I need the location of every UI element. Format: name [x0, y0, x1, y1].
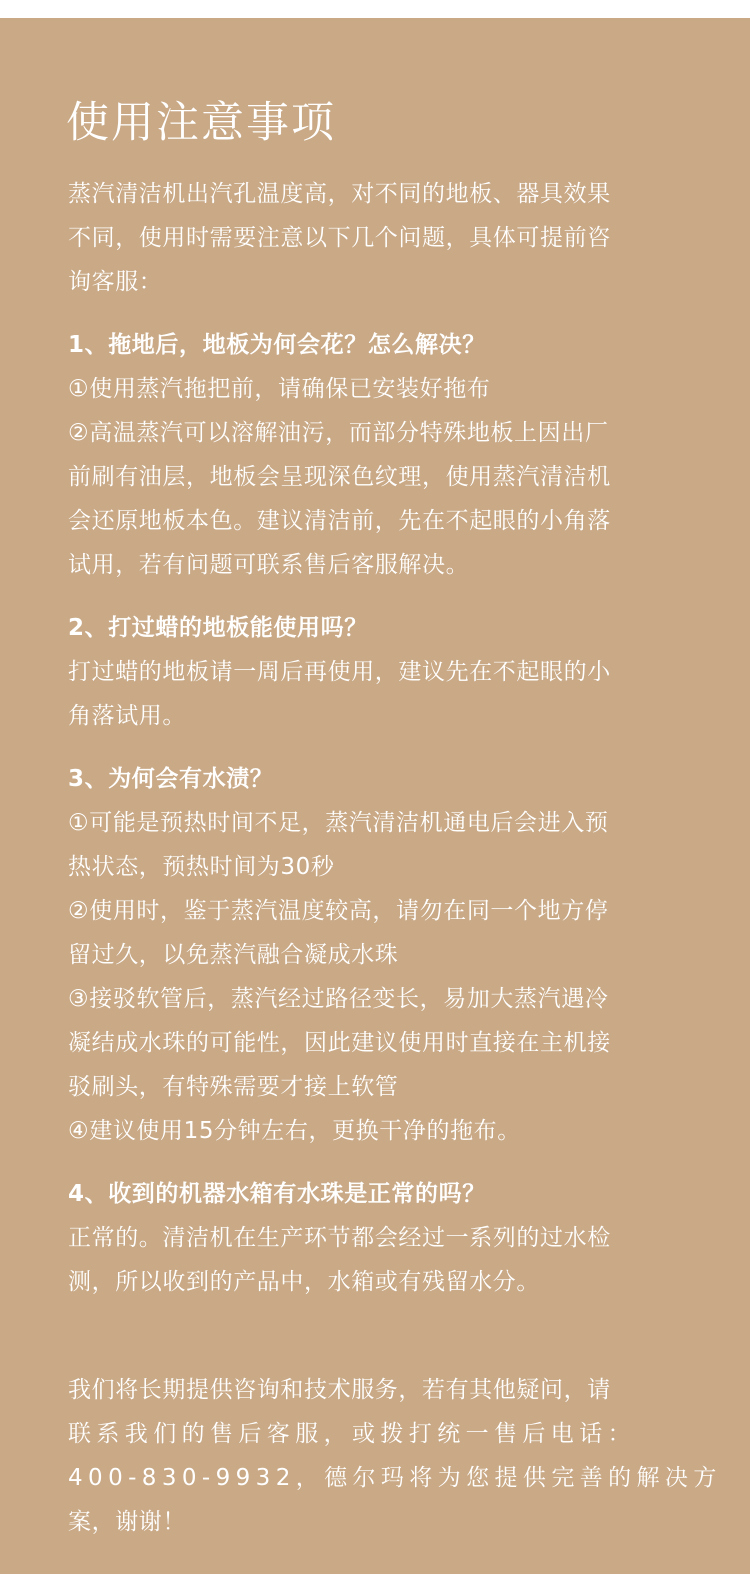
section-line: 正常的。清洁机在生产环节都会经过一系列的过水检 — [68, 1225, 611, 1251]
section-line: 凝结成水珠的可能性，因此建议使用时直接在主机接 — [68, 1030, 611, 1056]
spacer — [68, 587, 692, 606]
section-heading: 4、收到的机器水箱有水珠是正常的吗？ — [68, 1181, 486, 1207]
notice-panel — [0, 18, 750, 1574]
section-line: 留过久，以免蒸汽融合凝成水珠 — [68, 942, 399, 968]
spacer — [68, 1304, 692, 1368]
section-heading: 2、打过蜡的地板能使用吗？ — [68, 615, 368, 641]
intro-line: 询客服： — [68, 269, 163, 295]
section-line: 前刷有油层，地板会呈现深色纹理，使用蒸汽清洁机 — [68, 464, 611, 490]
section-line: ①可能是预热时间不足，蒸汽清洁机通电后会进入预 — [68, 810, 609, 836]
closing-line: 案，谢谢！ — [68, 1509, 186, 1535]
spacer — [68, 304, 692, 323]
section-line: 试用，若有问题可联系售后客服解决。 — [68, 552, 470, 578]
intro-paragraph — [68, 172, 692, 304]
section-3 — [68, 757, 692, 1153]
spacer — [68, 738, 692, 757]
page-title: 使用注意事项 — [66, 98, 336, 148]
section-line: 热状态，预热时间为30秒 — [68, 854, 335, 880]
spacer — [68, 1153, 692, 1172]
intro-line: 蒸汽清洁机出汽孔温度高，对不同的地板、器具效果 — [68, 181, 611, 207]
notice-content — [68, 172, 722, 1544]
closing-line: 400-830-9932，德尔玛将为您提供完善的解决方 — [68, 1465, 722, 1491]
section-line: ④建议使用15分钟左右，更换干净的拖布。 — [68, 1118, 521, 1144]
section-line: 角落试用。 — [68, 703, 186, 729]
section-line: 驳刷头，有特殊需要才接上软管 — [68, 1074, 399, 1100]
section-line: ③接驳软管后，蒸汽经过路径变长，易加大蒸汽遇冷 — [68, 986, 609, 1012]
intro-line: 不同，使用时需要注意以下几个问题，具体可提前咨 — [68, 225, 611, 251]
section-line: 测，所以收到的产品中，水箱或有残留水分。 — [68, 1269, 540, 1295]
section-line: ①使用蒸汽拖把前，请确保已安装好拖布 — [68, 376, 491, 402]
section-line: 打过蜡的地板请一周后再使用，建议先在不起眼的小 — [68, 659, 611, 685]
section-heading: 1、拖地后，地板为何会花？怎么解决？ — [68, 332, 486, 358]
section-2 — [68, 606, 692, 738]
section-1 — [68, 323, 692, 587]
bottom-margin — [0, 1574, 750, 1590]
section-line: 会还原地板本色。建议清洁前，先在不起眼的小角落 — [68, 508, 611, 534]
closing-line: 我们将长期提供咨询和技术服务，若有其他疑问，请 — [68, 1377, 611, 1403]
section-line: ②高温蒸汽可以溶解油污，而部分特殊地板上因出厂 — [68, 420, 609, 446]
section-4 — [68, 1172, 692, 1304]
closing-paragraph — [68, 1368, 722, 1544]
section-heading: 3、为何会有水渍？ — [68, 766, 274, 792]
closing-line: 联系我们的售后客服，或拨打统一售后电话： — [68, 1421, 636, 1447]
section-line: ②使用时，鉴于蒸汽温度较高，请勿在同一个地方停 — [68, 898, 609, 924]
